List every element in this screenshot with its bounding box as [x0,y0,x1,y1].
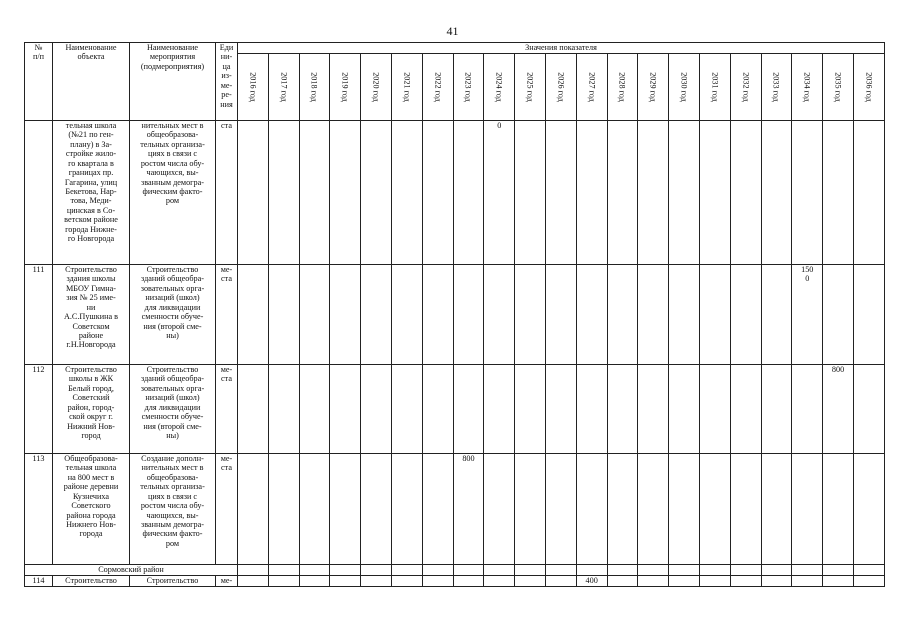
value-cell [792,565,823,576]
value-cell [699,121,730,265]
value-cell [330,576,361,587]
value-cell [699,365,730,454]
value-cell [391,121,422,265]
value-cell [515,565,546,576]
value-cell [515,576,546,587]
value-cell [823,565,854,576]
value-cell [761,265,792,365]
year-label: 2018 год [310,72,320,102]
year-label: 2031 год [710,72,720,102]
year-header [823,54,854,121]
value-cell [453,265,484,365]
row-object: Строительство [53,576,130,587]
year-label: 2034 год [802,72,812,102]
value-cell [853,121,884,265]
value-cell [699,454,730,565]
value-cell [422,454,453,565]
value-cell [730,565,761,576]
header-object: Наименование объекта [53,43,130,121]
value-cell [484,565,515,576]
row-measure: Создание дополн- нительных мест в общеобразова- тельных организа- циях в связи с ростом числа обу- чающихся, вы- званным демогра- фическим факто- ром [130,454,216,565]
value-cell [607,565,638,576]
value-cell [299,365,330,454]
year-label: 2026 год [556,72,566,102]
value-cell [268,121,299,265]
value-cell [576,121,607,265]
value-cell [484,576,515,587]
value-cell [422,265,453,365]
year-header [699,54,730,121]
value-cell [545,265,576,365]
value-cell [730,576,761,587]
year-header [361,54,392,121]
year-header [515,54,546,121]
value-cell [669,265,700,365]
year-header [484,54,515,121]
value-cell [361,365,392,454]
value-cell [268,576,299,587]
row-num [25,121,53,265]
year-header [576,54,607,121]
value-cell [238,121,269,265]
row-num: 113 [25,454,53,565]
value-cell: 400 [576,576,607,587]
row-num: 114 [25,576,53,587]
row-measure: Строительство [130,576,216,587]
year-label: 2017 год [279,72,289,102]
value-cell [361,121,392,265]
value-cell [607,365,638,454]
value-cell [638,565,669,576]
table-row [25,365,885,454]
value-cell [792,365,823,454]
value-cell [484,365,515,454]
value-cell [361,576,392,587]
value-cell [576,265,607,365]
value-cell [730,121,761,265]
year-header [238,54,269,121]
value-cell [823,121,854,265]
header-measure: Наименование мероприятия (подмероприятия) [130,43,216,121]
year-header [422,54,453,121]
value-cell [299,265,330,365]
value-cell [299,454,330,565]
value-cell [761,565,792,576]
row-unit: ста [216,121,238,265]
value-cell [730,454,761,565]
value-cell [299,576,330,587]
year-label: 2025 год [525,72,535,102]
year-header [669,54,700,121]
table-row [25,265,885,365]
year-header [853,54,884,121]
row-num: 111 [25,265,53,365]
value-cell [238,565,269,576]
value-cell [268,454,299,565]
year-header [391,54,422,121]
value-cell [607,121,638,265]
header-num: № п/п [25,43,53,121]
value-cell [391,454,422,565]
value-cell [545,121,576,265]
value-cell [669,454,700,565]
value-cell [330,365,361,454]
value-cell [792,454,823,565]
year-header [792,54,823,121]
year-header [268,54,299,121]
value-cell [638,454,669,565]
value-cell [638,121,669,265]
year-label: 2023 год [464,72,474,102]
value-cell [453,365,484,454]
value-cell [823,454,854,565]
value-cell [607,576,638,587]
value-cell [669,121,700,265]
year-label: 2021 год [402,72,412,102]
value-cell [545,454,576,565]
value-cell [853,576,884,587]
value-cell [576,565,607,576]
value-cell [391,265,422,365]
value-cell [238,265,269,365]
value-cell: 800 [453,454,484,565]
year-header [607,54,638,121]
value-cell [823,576,854,587]
value-cell [761,121,792,265]
value-cell [853,365,884,454]
value-cell [669,365,700,454]
value-cell [638,576,669,587]
value-cell [453,576,484,587]
year-header [545,54,576,121]
value-cell [484,265,515,365]
year-label: 2030 год [679,72,689,102]
year-label: 2024 год [494,72,504,102]
value-cell [638,365,669,454]
row-unit: ме- [216,576,238,587]
value-cell [422,576,453,587]
year-label: 2029 год [648,72,658,102]
value-cell [361,265,392,365]
value-cell [730,365,761,454]
value-cell [515,265,546,365]
value-cell [391,576,422,587]
value-cell [699,576,730,587]
year-label: 2033 год [772,72,782,102]
value-cell: 150 0 [792,265,823,365]
row-unit: ме- ста [216,454,238,565]
district-name: Сормовский район [25,565,238,576]
value-cell [453,121,484,265]
value-cell [268,565,299,576]
value-cell [391,565,422,576]
year-label: 2028 год [618,72,628,102]
row-object: тельная школа (№21 по ген- плану) в За- стройке жило- го квартала в границах пр. Гагарина, улиц Бекетова, Нар- това, Меди- цинская в Со- ветском районе города Нижне- го Новгорода [53,121,130,265]
row-unit: ме- ста [216,265,238,365]
row-object: Строительство здания школы МБОУ Гимна- зия № 25 име- ни А.С.Пушкина в Советском районе г.Н.Новгорода [53,265,130,365]
value-cell [268,365,299,454]
value-cell: 0 [484,121,515,265]
table-row [25,454,885,565]
value-cell [853,454,884,565]
header-values-title: Значения показателя [238,43,885,54]
year-header [638,54,669,121]
value-cell [638,265,669,365]
value-cell: 800 [823,365,854,454]
row-object: Общеобразова- тельная школа на 800 мест в районе деревни Кузнечиха Советского района города Нижнего Нов- города [53,454,130,565]
value-cell [853,565,884,576]
value-cell [422,121,453,265]
value-cell [545,576,576,587]
value-cell [330,121,361,265]
year-label: 2035 год [833,72,843,102]
value-cell [330,265,361,365]
value-cell [792,576,823,587]
value-cell [761,454,792,565]
value-cell [607,265,638,365]
value-cell [299,121,330,265]
value-cell [515,121,546,265]
value-cell [576,365,607,454]
value-cell [669,576,700,587]
row-measure: Строительство зданий общеобра- зовательных орга- низаций (школ) для ликвидации сменности обуче- ния (второй сме- ны) [130,265,216,365]
indicator-table [24,42,885,587]
value-cell [545,365,576,454]
value-cell [330,565,361,576]
value-cell [238,454,269,565]
value-cell [792,121,823,265]
value-cell [545,565,576,576]
year-header [299,54,330,121]
year-label: 2022 год [433,72,443,102]
value-cell [422,365,453,454]
year-label: 2032 год [741,72,751,102]
value-cell [761,576,792,587]
row-measure: Строительство зданий общеобра- зовательных орга- низаций (школ) для ликвидации сменности обуче- ния (второй сме- ны) [130,365,216,454]
year-header [761,54,792,121]
value-cell [823,265,854,365]
year-header [330,54,361,121]
value-cell [699,565,730,576]
header-unit: Еди ни- ца из- ме- ре- ния [216,43,238,121]
value-cell [853,265,884,365]
row-object: Строительство школы в ЖК Белый город, Советский район, город- ской округ г. Нижний Нов- город [53,365,130,454]
value-cell [515,454,546,565]
row-num: 112 [25,365,53,454]
value-cell [453,565,484,576]
row-measure: нительных мест в общеобразова- тельных организа- циях в связи с ростом числа обу- чающихся, вы- званным демогра- фическим факто- ром [130,121,216,265]
value-cell [761,365,792,454]
year-label: 2027 год [587,72,597,102]
value-cell [299,565,330,576]
table-row [25,121,885,265]
value-cell [576,454,607,565]
value-cell [607,454,638,565]
row-unit: ме- ста [216,365,238,454]
year-label: 2020 год [371,72,381,102]
value-cell [361,454,392,565]
year-header [453,54,484,121]
value-cell [730,265,761,365]
page-number: 41 [446,24,459,38]
year-label: 2016 год [248,72,258,102]
value-cell [238,365,269,454]
value-cell [330,454,361,565]
value-cell [391,365,422,454]
year-label: 2036 год [864,72,874,102]
value-cell [515,365,546,454]
table-row [25,576,885,587]
value-cell [699,265,730,365]
value-cell [361,565,392,576]
year-label: 2019 год [340,72,350,102]
value-cell [422,565,453,576]
value-cell [268,265,299,365]
year-header [730,54,761,121]
value-cell [669,565,700,576]
value-cell [484,454,515,565]
value-cell [238,576,269,587]
district-row [25,565,885,576]
